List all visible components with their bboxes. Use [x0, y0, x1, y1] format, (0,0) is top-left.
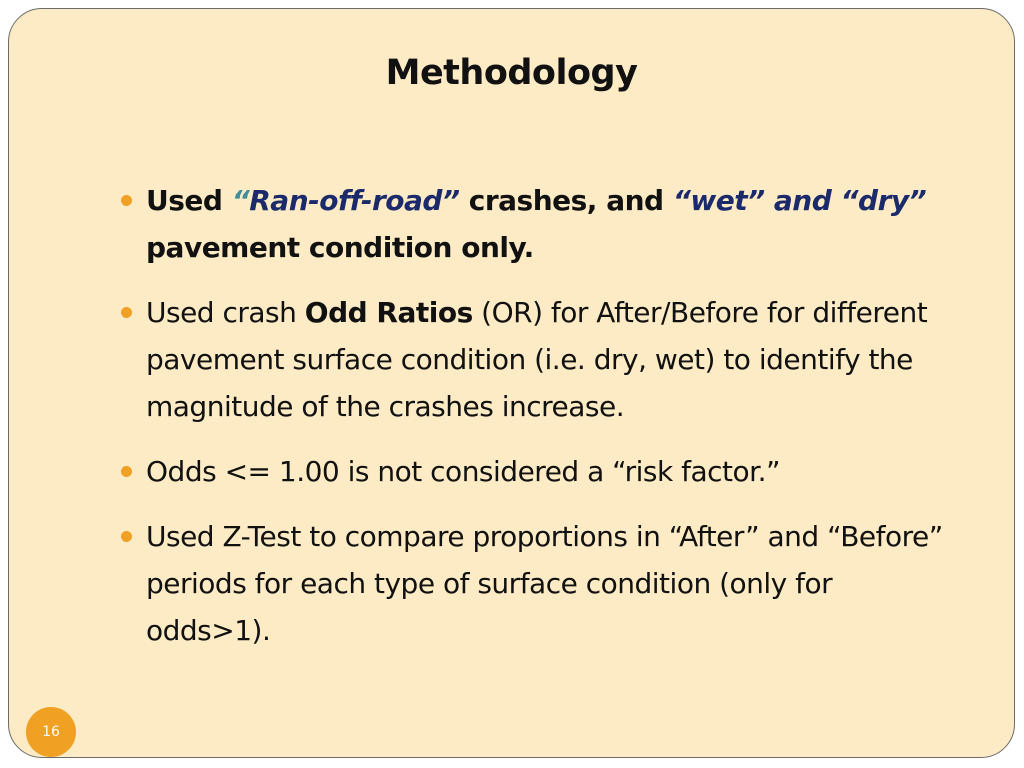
bullet-text: Used	[146, 184, 232, 217]
bullet-bold-term: Odd Ratios	[304, 296, 473, 329]
bullet-item-odds-ratios	[121, 289, 961, 430]
bullet-dot-icon	[121, 466, 132, 477]
bullet-emphasis: “wet” and “dry”	[672, 184, 927, 217]
bullet-text: (OR) for After/Before for different pavement surface condition (i.e. dry, wet) to identify the magnitude of the crashes increase.	[146, 296, 928, 423]
bullet-dot-icon	[121, 195, 132, 206]
bullet-emphasis: Ran-off-road”	[249, 184, 460, 217]
bullet-list	[121, 177, 961, 654]
slide-title: Methodology	[385, 53, 638, 93]
bullet-dot-icon	[121, 531, 132, 542]
page-number-badge: 16	[26, 707, 76, 757]
bullet-text: crashes, and	[459, 184, 673, 217]
bullet-text: Used Z-Test to compare proportions in “After” and “Before” periods for each type of surface condition (only for odds>1).	[146, 520, 943, 647]
bullet-text: Used crash	[146, 296, 305, 329]
bullet-text: Odds <= 1.00 is not considered a “risk factor.”	[146, 455, 780, 488]
bullet-item-scope	[121, 177, 961, 271]
bullet-quote-mark: “	[231, 184, 250, 217]
slide	[8, 8, 1015, 758]
bullet-dot-icon	[121, 307, 132, 318]
bullet-text: pavement condition only.	[146, 231, 534, 264]
bullet-item-z-test	[121, 513, 961, 654]
bullet-item-risk-factor	[121, 448, 961, 495]
